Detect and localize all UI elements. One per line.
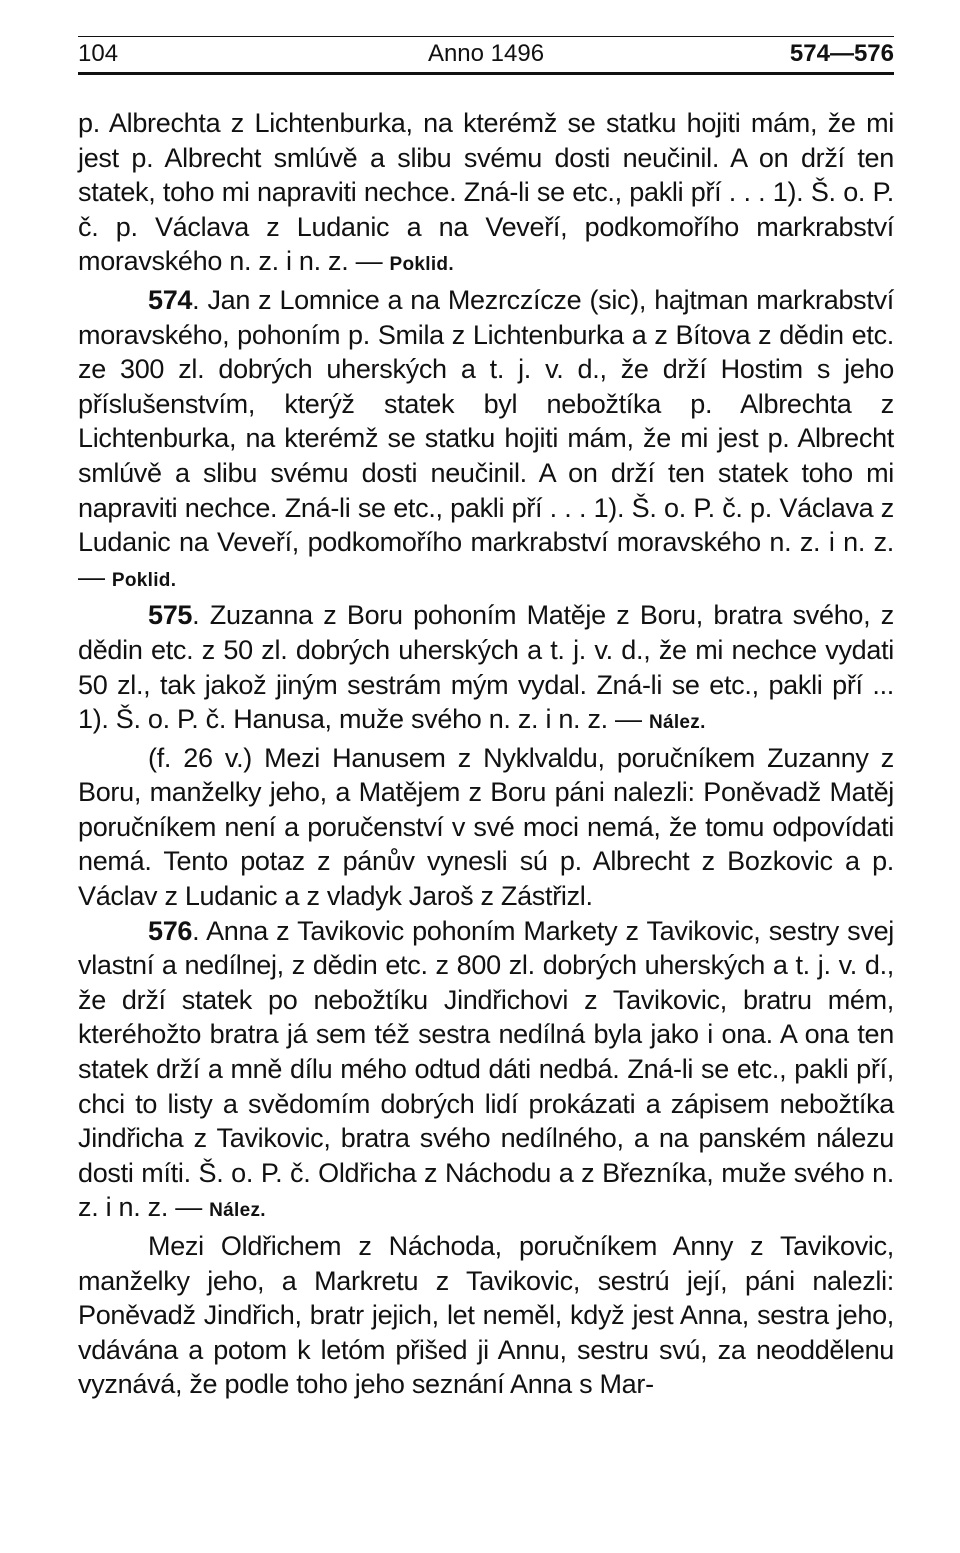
entry-number: 576 [148,915,193,946]
entry-576 [78,914,894,1229]
paragraph-text: . Zuzanna z Boru pohoním Matěje z Boru, bratra svého, z dědin etc. z 50 zl. dobrých uherských a t. j. v. d., že mi nechce vydati 50 zl., tak jakož jiným sestrám mým vydal. Zná-li se etc., pakli pří ... 1). Š. o. P. č. Hanusa, muže svého n. z. i n. z. — [78,600,894,735]
paragraph-text: Mezi Oldřichem z Náchoda, poručníkem Anny z Tavikovic, manželky jeho, a Markretu z Tavikovic, sestrú její, páni nalezli: Poněvadž Jindřich, bratr jejich, let neměl, když jest Anna, sestra jeho, vdávána a potom k letóm přišed ji Annu, sestru svú, za neoddělenu vyznává, že podle toho jeho seznání Anna s Mar- [78,1231,894,1400]
running-head [78,40,894,70]
running-title-year: Anno 1496 [427,40,545,67]
header-rule-top [78,36,894,37]
paragraph [78,106,894,283]
paragraph-text: (f. 26 v.) Mezi Hanusem z Nyklvaldu, poručníkem Zuzanny z Boru, manželky jeho, a Matějem z Boru páni nalezli: Poněvadž Matěj poručníkem není a poručenství v své moci nemá, že tomu odpovídati nemá. Tento potaz z pánův vynesli sú p. Albrecht z Bozkovic a p. Václav z Ludanic a z vladyk Jaroš z Zástřizl. [78,742,894,912]
ruling-paragraph [78,741,894,914]
page-number: 104 [78,40,119,67]
entry-range: 574—576 [789,40,894,67]
verdict-label: Nález. [209,1200,266,1222]
verdict-label: Nález. [648,712,706,734]
verdict-label: Poklid. [111,569,177,591]
body-text [78,106,894,1402]
entry-number: 574 [148,284,193,315]
verdict-label: Poklid. [389,254,454,276]
paragraph-text: . Jan z Lomnice a na Mezrczícze (sic), hajtman markrabství moravského, pohoním p. Smila z Lichtenburka a z Bítova z dědin etc. ze 300 zl. dobrých uherských a t. j. v. d., že drží Hostim s jeho příslušenstvím, kterýž statek byl nebožtíka p. Albrechta z Lichtenburka, na kterémž se statku hojiti mám, že mi jest p. Albrecht smlúvě a slibu svému dosti neučinil. A on drží ten statek toho mi napraviti nechce. Zná-li se etc., pakli pří . . . 1). Š. o. P. č. p. Václava z Ludanic na Veveří, podkomořího markrabství moravského n. z. i n. z. — [78,284,894,592]
ruling-paragraph [78,1229,894,1402]
entry-575 [78,598,894,740]
entry-number: 575 [148,600,193,631]
entry-574 [78,283,894,598]
paragraph-text: p. Albrechta z Lichtenburka, na kterémž se statku hojiti mám, že mi jest p. Albrecht smlúvě a slibu svému dosti neučinil. A on drží ten statek, toho mi napraviti nechce. Zná-li se etc., pakli pří . . . 1). Š. o. P. č. p. Václava z Ludanic a na Veveří, podkomořího markrabství moravského n. z. i n. z. — [78,108,894,277]
header-rule-bottom [78,72,894,75]
paragraph-text: . Anna z Tavikovic pohoním Markety z Tavikovic, sestry svej vlastní a nedílnej, z dědin etc. z 800 zl. dobrých uherských a t. j. v. d., že drží statek po nebožtíku Jindřichovi z Tavikovic, bratru mém, kteréhožto bratra já sem též sestra nedílná byla jako i ona. A ona ten statek drží a mně dílu mého odtud dáti nedbá. Zná-li se etc., pakli pří, chci to listy a svědomím dobrých lidí prokázati a zápisem nebožtíka Jindřicha z Tavikovic, bratra svého nedílného, a na panském nálezu dosti míti. Š. o. P. č. Oldřicha z Náchodu a z Březníka, muže svého n. z. i n. z. — [78,915,894,1223]
